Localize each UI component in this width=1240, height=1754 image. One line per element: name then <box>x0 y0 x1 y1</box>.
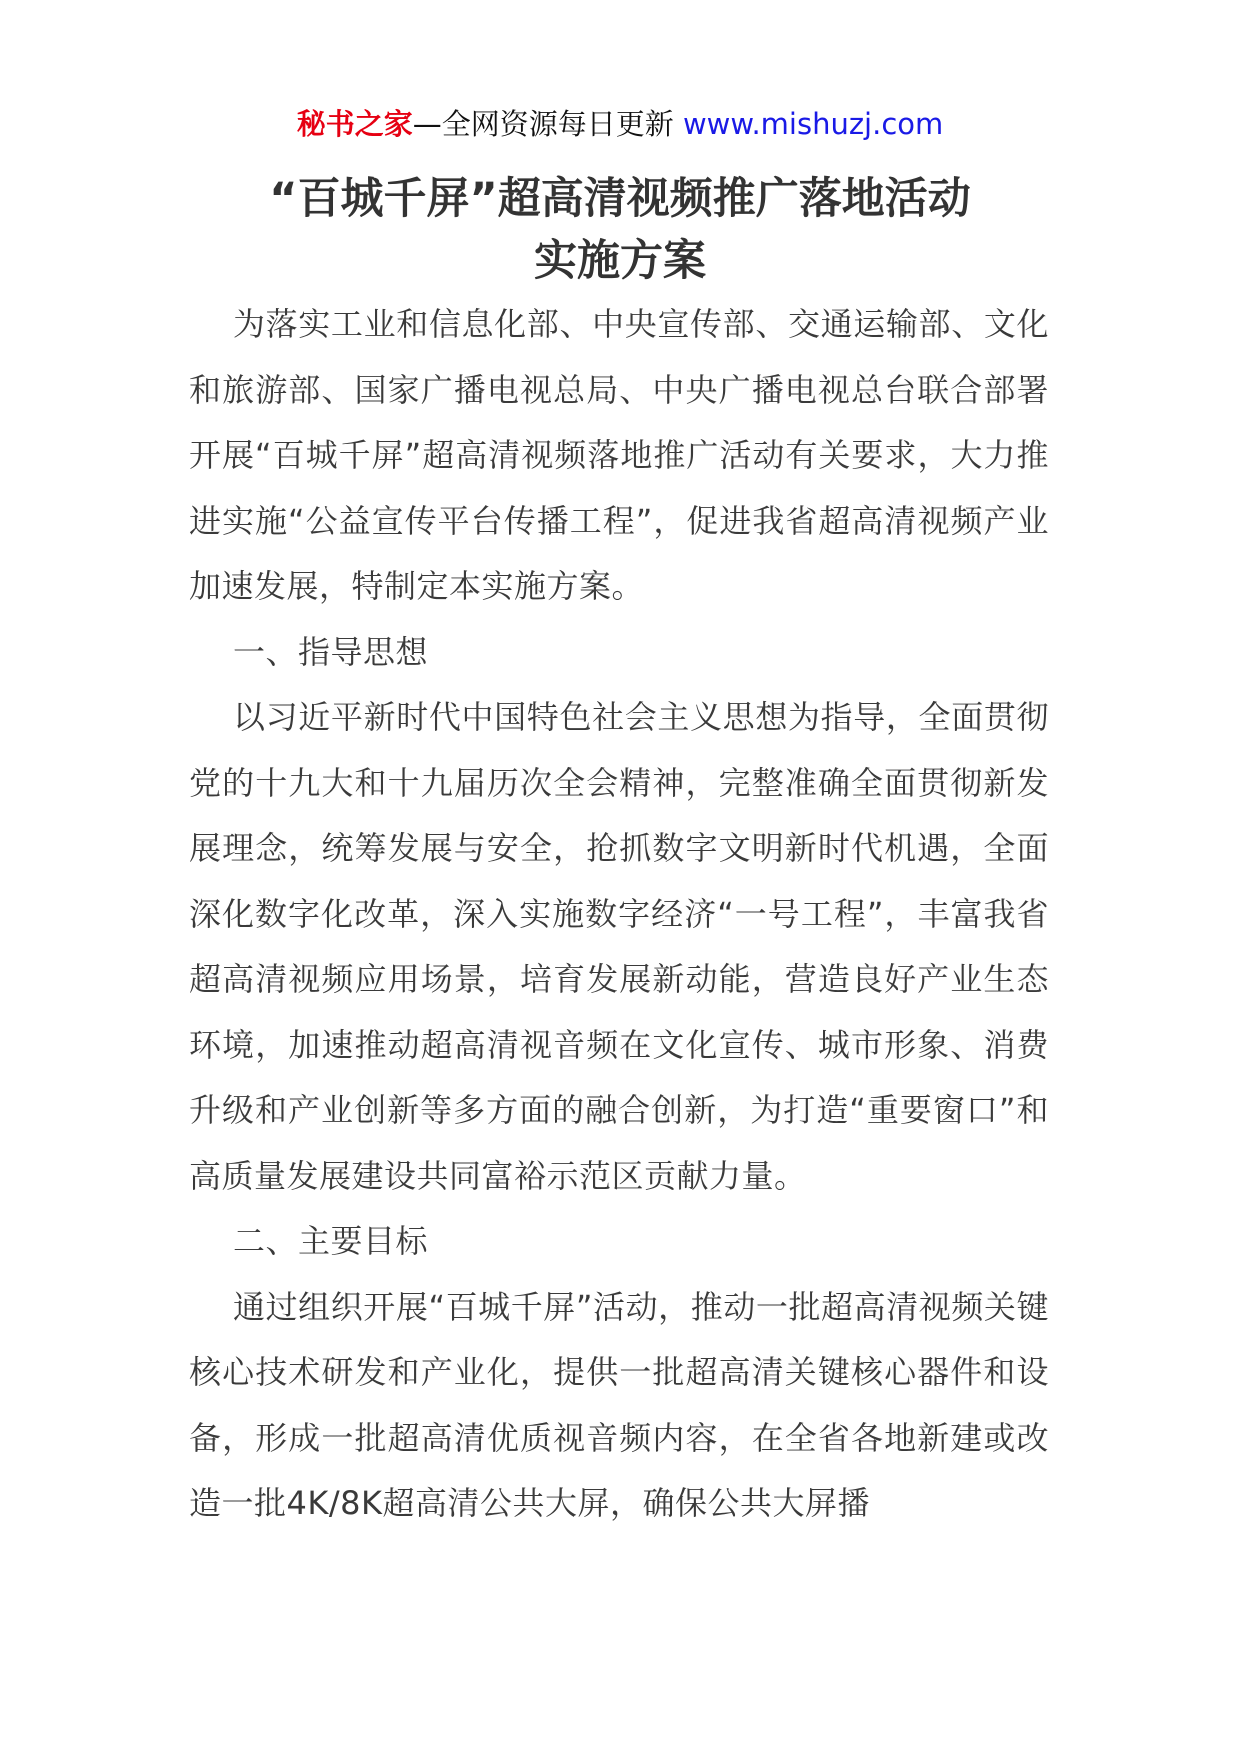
site-slogan: —全网资源每日更新 <box>412 107 683 141</box>
document-title-line-2: 实施方案 <box>534 236 706 286</box>
section-heading-guiding-ideology: 一、指导思想 <box>233 632 429 671</box>
document-title-line-1: “百城千屏”超高清视频推广落地活动 <box>269 174 971 224</box>
site-brand: 秘书之家 <box>296 107 413 141</box>
document-body <box>189 292 1049 1537</box>
intro-paragraph: 为落实工业和信息化部、中央宣传部、交通运输部、文化和旅游部、国家广播电视总局、中央广播电视总台联合部署开展“百城千屏”超高清视频落地推广活动有关要求，大力推进实施“公益宣传平台传播工程”，促进我省超高清视频产业加速发展，特制定本实施方案。 <box>189 305 1049 605</box>
guiding-ideology-paragraph: 以习近平新时代中国特色社会主义思想为指导，全面贯彻党的十九大和十九届历次全会精神，完整准确全面贯彻新发展理念，统筹发展与安全，抢抓数字文明新时代机遇，全面深化数字化改革，深入实施数字经济“一号工程”，丰富我省超高清视频应用场景，培育发展新动能，营造良好产业生态环境，加速推动超高清视音频在文化宣传、城市形象、消费升级和产业创新等多方面的融合创新，为打造“重要窗口”和高质量发展建设共同富裕示范区贡献力量。 <box>189 698 1049 1195</box>
section-heading-main-goals: 二、主要目标 <box>233 1222 429 1260</box>
main-goals-paragraph: 通过组织开展“百城千屏”活动，推动一批超高清视频关键核心技术研发和产业化，提供一批超高清关键核心器件和设备，形成一批超高清优质视音频内容，在全省各地新建或改造一批4K/8K超高清公共大屏，确保公共大屏播 <box>189 1287 1049 1522</box>
site-url-link[interactable]: www.mishuzj.com <box>682 107 944 141</box>
document-title <box>0 168 1240 292</box>
site-header <box>0 102 1240 146</box>
